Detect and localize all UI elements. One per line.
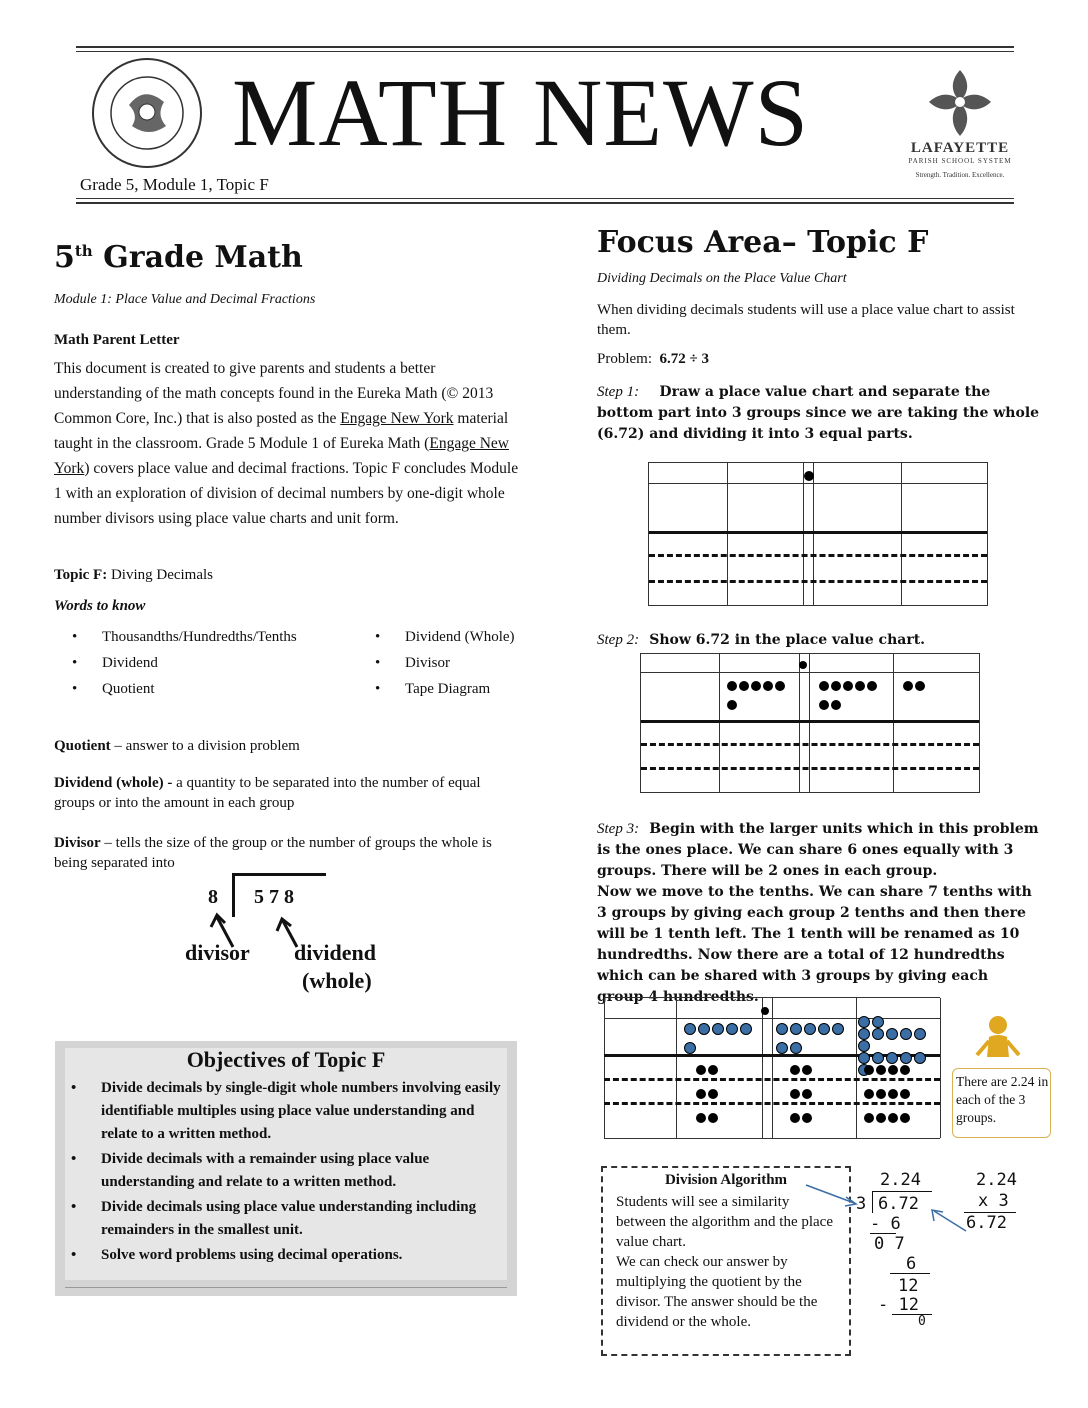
label-divisor: divisor [185, 940, 250, 965]
group-ones [696, 1058, 720, 1130]
step-label: Step 1: [597, 384, 640, 400]
division-bracket-top [232, 873, 326, 876]
objective-item: • Divide decimals by single-digit whole numbers involving easily identifiable multiples using place value understanding and relate to a written method. [101, 1077, 501, 1146]
objectives-box [55, 1041, 517, 1296]
module-name: Module 1: Place Value and Decimal Fractions [54, 292, 316, 307]
def-dividend [54, 773, 524, 813]
hand-step: 6 [906, 1254, 917, 1274]
objectives-list [101, 1077, 501, 1267]
masthead-subtitle: Grade 5, Module 1, Topic F [80, 175, 269, 194]
hand-check-result: 6.72 [966, 1213, 1007, 1233]
division-divisor: 8 [208, 886, 218, 908]
def-term: Divisor [54, 835, 101, 851]
engage-ny-link-1[interactable]: Engage New York [340, 410, 454, 427]
grade-rest: Grade Math [92, 240, 303, 275]
step-text: Draw a place value chart and separate the bottom part into 3 groups since we are taking the whole (6.72) and dividing it into 3 equal parts. [597, 384, 1040, 442]
word-item: • Thousandths/Hundredths/Tenths [102, 624, 297, 650]
word-item: • Dividend [102, 650, 297, 676]
letter-text-3: ) covers place value and decimal fractions. Topic F concludes Module 1 with an exploration of division of decimal numbers by one-digit whole number divisors using place value charts and unit form. [54, 460, 519, 527]
step-text-2: Now we move to the tenths. We can share 7 tenths with 3 groups by giving each group 2 tenths and then there will be 1 tenth left. The 1 tenth will be renamed as 10 hundredths. Now there are a total of 12 hundredths which can be shared with 3 groups by giving each group 4 hundredths. [597, 884, 1032, 1005]
problem-label: Problem: [597, 351, 652, 367]
figure-pointer-icon [975, 1015, 1025, 1070]
place-value-chart-step3 [604, 997, 940, 1139]
grade-number: 5 [54, 240, 75, 275]
grade-suffix: th [74, 242, 93, 260]
crossed-ones-dots [684, 1020, 756, 1058]
decimal-point [804, 471, 814, 481]
logo-subname: PARISH SCHOOL SYSTEM [908, 157, 1012, 165]
objectives-title: Objectives of Topic F [186, 1047, 386, 1072]
group-hundredths [864, 1058, 912, 1130]
focus-intro: When dividing decimals students will use a place value chart to assist them. [597, 302, 1015, 338]
logo-name: LAFAYETTE [910, 140, 1010, 156]
decimal-point [799, 661, 807, 669]
words-title: Words to know [54, 598, 146, 614]
word-item: • Dividend (Whole) [405, 624, 515, 650]
hand-divisor: 3 [856, 1194, 867, 1214]
step-2 [597, 629, 925, 649]
focus-heading: Focus Area– Topic F [597, 225, 929, 260]
topic-label: Topic F: [54, 567, 108, 583]
hundredths-dots [903, 676, 973, 695]
crossed-tenths-dots [776, 1020, 848, 1058]
left-heading [54, 240, 303, 275]
hand-dividend: 6.72 [878, 1194, 919, 1214]
def-text: – tells the size of the group or the number of groups the whole is being separated into [54, 835, 492, 871]
def-text: a quantity to be separated into the number of equal groups or into the amount in each group [54, 775, 481, 811]
word-item: • Divisor [405, 650, 515, 676]
ones-dots [727, 676, 797, 714]
cross-emblem-icon [925, 66, 995, 140]
step-text: Show 6.72 in the place value chart. [649, 632, 926, 648]
problem-value: 6.72 ÷ 3 [659, 351, 709, 367]
def-divisor [54, 833, 524, 873]
label-dividend: dividend [294, 940, 376, 965]
objective-item: • Divide decimals with a remainder using place value understanding and relate to a written method. [101, 1148, 501, 1194]
place-value-chart-step2 [640, 653, 980, 793]
header-bottom-rule [76, 198, 1014, 199]
engage-ny-link-2[interactable]: Engage New York [54, 435, 509, 477]
letter-text-2: material taught in the classroom. Grade 5 Module 1 of Eureka Math ( [54, 410, 509, 452]
hand-step: 0 [918, 1314, 926, 1329]
tenths-dots [819, 676, 889, 714]
algo-title: Division Algorithm [664, 1172, 788, 1188]
word-item: • Tape Diagram [405, 676, 515, 702]
topic-line [54, 567, 213, 584]
words-col-1 [102, 624, 297, 702]
words-col-2 [405, 624, 515, 702]
callout-answer: There are 2.24 in each of the 3 groups. [952, 1068, 1051, 1138]
top-rule [76, 46, 1014, 48]
letter-body [54, 356, 524, 531]
hand-step: 12 [898, 1276, 919, 1296]
def-quotient [54, 738, 300, 755]
logo-tagline: Strength. Tradition. Excellence. [915, 171, 1005, 179]
step-1 [597, 381, 1042, 444]
def-term: Dividend (whole) - [54, 775, 173, 791]
masthead-title: MATH NEWS [232, 59, 809, 166]
hand-check-top: 2.24 [976, 1170, 1017, 1190]
word-item: • Quotient [102, 676, 297, 702]
step-text: Begin with the larger units which in this problem is the ones place. We can share 6 ones equally with 3 groups. There will be 2 ones in each group. [597, 821, 1039, 879]
step-label: Step 2: [597, 632, 640, 648]
decimal-point [761, 1007, 769, 1015]
def-text: – answer to a division problem [110, 738, 300, 754]
label-whole: (whole) [302, 968, 372, 993]
step-3 [597, 818, 1039, 1007]
algorithm-arrows-icon [800, 1175, 980, 1235]
hand-step: - 12 [878, 1295, 919, 1315]
letter-title: Math Parent Letter [54, 332, 180, 348]
def-term: Quotient [54, 738, 111, 754]
objective-item: • Solve word problems using decimal operations. [101, 1244, 501, 1267]
algo-text-2: We can check our answer by multiplying the quotient by the divisor. The answer should be the dividend or the whole. [616, 1254, 818, 1330]
seal-icon [94, 60, 200, 166]
place-value-chart-step1 [648, 462, 988, 606]
algo-text-1: Students will see a similarity between the algorithm and the place value chart. [616, 1194, 833, 1250]
step-label: Step 3: [597, 821, 640, 837]
focus-subheading: Dividing Decimals on the Place Value Chart [597, 271, 847, 286]
letter-text-1: This document is created to give parents and students a better understanding of the math concepts found in the Eureka Math (© 2013 Common Core, Inc.) that is also posted as the [54, 360, 494, 427]
school-board-seal [92, 58, 202, 168]
hand-quotient: 2.24 [880, 1170, 921, 1190]
hand-check-mult: x 3 [978, 1191, 1009, 1211]
top-rule-thin [76, 51, 1014, 52]
division-dividend: 5 7 8 [254, 886, 294, 908]
hand-step: - 6 [870, 1214, 901, 1234]
problem-line [597, 351, 709, 368]
group-tenths [790, 1058, 814, 1130]
hand-step: 0 7 [874, 1234, 905, 1254]
objective-item: • Divide decimals using place value understanding including remainders in the smallest unit. [101, 1196, 501, 1242]
lafayette-logo [895, 66, 1025, 191]
topic-value: Diving Decimals [107, 567, 214, 583]
header-bottom-rule-thick [76, 202, 1014, 204]
